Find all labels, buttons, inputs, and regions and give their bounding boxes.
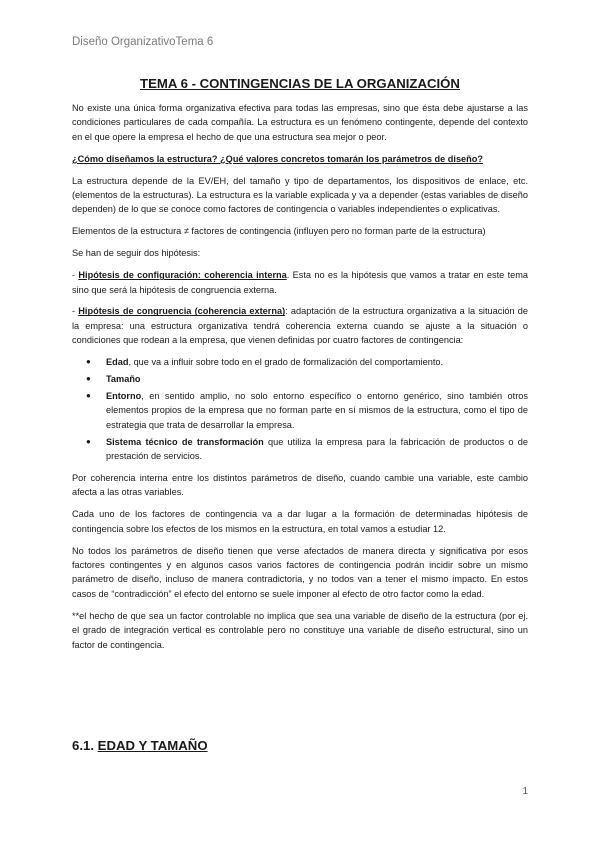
section-title: EDAD Y TAMAÑO	[97, 738, 208, 753]
hypothesis-congruence	[72, 304, 528, 347]
bullet-label: Edad	[106, 357, 129, 368]
section-number: 6.1.	[72, 738, 98, 753]
bullet-label: Tamaño	[106, 374, 141, 385]
bullet-text: que utiliza la empresa para la fabricación de productos o de prestación de servicios.	[106, 436, 528, 462]
section-heading	[72, 738, 208, 753]
hypothesis-configuration-text: . Esta no es la hipótesis que vamos a tratar en este tema sino que será la hipótesis de congruencia externa.	[72, 270, 528, 295]
design-question-text: ¿Cómo diseñamos la estructura? ¿Qué valores concretos tomarán los parámetros de diseño?	[72, 153, 483, 164]
contingency-factors-list	[72, 355, 528, 463]
hypothesis-configuration	[72, 268, 528, 297]
list-item	[106, 372, 528, 386]
elements-vs-factors-paragraph: Elementos de la estructura ≠ factores de contingencia (influyen pero no forman parte de la estructura)	[72, 226, 486, 237]
contingency-hypotheses-paragraph: Cada uno de los factores de contingencia va a dar lugar a la formación de determinadas hipótesis de contingencia sobre los efectos de los mismos en la estructura, en total vamos a estudiar 12.	[72, 509, 528, 534]
page-header: Diseño OrganizativoTema 6	[72, 36, 214, 48]
bullet-text: , que va a influir sobre todo en el grado de formalización del comportamiento.	[128, 357, 444, 368]
design-parameters-paragraph: No todos los parámetros de diseño tienen que verse afectados de manera directa y significativa por esos factores contingentes y en algunos casos varios factores de contingencia podrán incidir sobre un mismo parámetro de diseño, incluso de manera contradictoria, y no todos van a tener el mismo impacto. En estos casos de “contradicción” el efecto del entorno se suele imponer al efecto de otro factor como la edad.	[72, 545, 528, 599]
hypothesis-congruence-label: Hipótesis de congruencia (coherencia externa)	[78, 306, 286, 317]
hypothesis-congruence-dash: -	[72, 306, 79, 317]
internal-coherence-paragraph: Por coherencia interna entre los distintos parámetros de diseño, cuando cambie una variable, este cambio afecta a las otras variables.	[72, 473, 528, 498]
structure-paragraph: La estructura depende de la EV/EH, del tamaño y tipo de departamentos, los dispositivos de enlace, etc. (elementos de la estructuras). La estructura es la variable explicada y va a depender (estas variables de diseño dependen) de lo que se conoce como factores de contingencia o variables independientes o explicativas.	[72, 175, 528, 215]
document-body	[72, 76, 528, 660]
page-number: 1	[522, 786, 528, 797]
hypothesis-configuration-label: Hipótesis de configuración: coherencia interna	[78, 270, 287, 281]
list-item	[106, 355, 528, 369]
controllable-factor-note: **el hecho de que sea un factor controlable no implica que sea una variable de diseño de la estructura (por ej. el grado de integración vertical es controlable pero no constituye una variable de diseño estructural, sino un factor de contingencia.	[72, 610, 528, 650]
bullet-label: Sistema técnico de transformación	[106, 436, 264, 447]
hypotheses-intro: Se han de seguir dos hipótesis:	[72, 248, 201, 259]
bullet-text: , en sentido amplio, no solo entorno específico o entorno genérico, sino también otros elementos propios de la empresa que no forman parte en sí mismos de la estructura, como el tipo de estrategia que trata de desarrollar la empresa.	[106, 391, 528, 430]
list-item	[106, 389, 528, 432]
document-title: TEMA 6 - CONTINGENCIAS DE LA ORGANIZACIÓN	[140, 76, 460, 91]
list-item	[106, 435, 528, 464]
intro-paragraph: No existe una única forma organizativa efectiva para todas las empresas, sino que ésta debe ajustarse a las condiciones particulares de cada compañía. La estructura es un fenómeno contingente, depende del contexto en el que opere la empresa el hecho de que una estructura sea mejor o peor.	[72, 103, 528, 142]
hypothesis-configuration-dash: -	[72, 270, 79, 281]
bullet-label: Entorno	[106, 391, 142, 401]
design-question	[72, 152, 528, 166]
hypothesis-congruence-text: : adaptación de la estructura organizativa a la situación de la empresa: una estructura organizativa tendrá coherencia externa cuando se ajuste a la situación o condiciones que rodean a la empresa, que vienen definidas por cuatro factores de contingencia:	[72, 306, 529, 346]
